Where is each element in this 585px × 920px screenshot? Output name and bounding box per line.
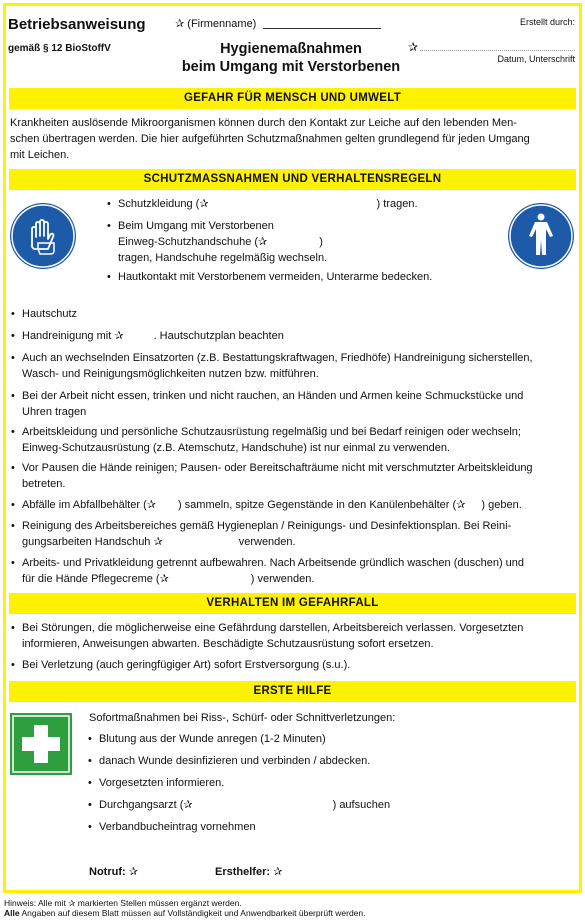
rule-text: . Hautschutzplan beachten — [153, 330, 284, 342]
created-by-label: Erstellt durch: — [519, 17, 575, 27]
footer-check-text: Angaben auf diesem Blatt müssen auf Vollständigkeit und Anwendbarkeit überprüft werden. — [19, 908, 366, 918]
company-line — [263, 28, 381, 29]
skin-contact-item: • Hautkontakt mit Verstorbenem vermeiden, Unterarme bedecken. — [118, 269, 432, 285]
emergency-text-line: informieren, Anweisungen abwarten. Beschädigte Schutzausrüstung sofort ersetzen. — [22, 638, 434, 650]
footer-note-text: markierten Stellen müssen ergänzt werden. — [77, 898, 242, 908]
rule-text: ) verwenden. — [250, 573, 315, 585]
rule-text: ) geben. — [481, 499, 522, 511]
hazard-text-line: Krankheiten auslösende Mikroorganismen können durch den Kontakt zur Leiche auf den lebenden Men- — [10, 117, 517, 129]
emergency-heading: VERHALTEN IM GEFAHRFALL — [9, 593, 576, 614]
hazard-heading: GEFAHR FÜR MENSCH UND UMWELT — [9, 88, 576, 109]
first-aid-item: • Verbandbucheintrag vornehmen — [99, 819, 256, 835]
marker-star-icon: ✰ — [456, 499, 466, 511]
marker-star-icon: ✰ — [128, 866, 138, 878]
marker-star-icon: ✰ — [258, 236, 268, 248]
emergency-call-label: Notruf: — [89, 866, 126, 878]
rule-item — [22, 518, 511, 550]
rule-item — [22, 350, 533, 382]
first-aid-item: • Blutung aus der Wunde anregen (1-2 Minuten) — [99, 731, 326, 747]
rule-text-line — [22, 571, 524, 587]
marker-star-icon: ✰ — [183, 799, 193, 811]
rule-text: Handreinigung mit — [22, 330, 112, 342]
rule-text-line: • Arbeits- und Privatkleidung getrennt aufbewahren. Nach Arbeitsende gründlich waschen (duschen) und — [22, 557, 525, 569]
emergency-text-line: • Bei Störungen, die möglicherweise eine Gefährdung darstellen, Arbeitsbereich verlassen. Vorgesetzten — [22, 622, 524, 634]
hazard-text — [10, 115, 530, 163]
rule-text-line: Einweg-Schutzausrüstung (z.B. Atemschutz, Handschuhe) ist nur einmal zu verwenden. — [22, 442, 450, 454]
gloves-text: Einweg-Schutzhandschuhe ( — [118, 236, 259, 248]
protection-heading: SCHUTZMASSNAHMEN UND VERHALTENSREGELN — [9, 169, 576, 190]
signature-line[interactable] — [420, 50, 575, 51]
protective-clothing-text: Schutzkleidung ( — [118, 198, 200, 210]
rule-item — [22, 497, 522, 513]
gloves-text-line — [118, 234, 327, 250]
emergency-item: • Bei Verletzung (auch geringfügiger Art) sofort Erstversorgung (s.u.). — [22, 657, 350, 673]
marker-star-icon: ✰ — [68, 898, 76, 908]
rule-text-line: • Auch an wechselnden Einsatzorten (z.B. Bestattungskraftwagen, Friedhöfe) Handreinigung sicherstellen, — [22, 352, 533, 364]
first-aid-item: • Vorgesetzten informieren. — [99, 775, 224, 791]
first-aider-field[interactable] — [215, 864, 282, 880]
marker-star-icon: ✰ — [408, 40, 419, 54]
gloves-mandatory-icon — [10, 203, 76, 269]
first-aid-item: • danach Wunde desinfizieren und verbinden / abdecken. — [99, 753, 370, 769]
marker-star-icon: ✰ — [199, 198, 209, 210]
marker-star-icon: ✰ — [175, 18, 185, 30]
gloves-text-end: ) — [319, 236, 323, 248]
first-aid-heading: ERSTE HILFE — [9, 681, 576, 702]
rule-item — [22, 424, 521, 456]
rule-text: Abfälle im Abfallbehälter ( — [22, 499, 147, 511]
rule-text-line: • Reinigung des Arbeitsbereiches gemäß Hygieneplan / Reinigungs- und Desinfektionsplan. Bei Reini- — [22, 520, 512, 532]
rule-text-line — [22, 534, 511, 550]
company-name-field[interactable] — [175, 17, 381, 30]
rule-item — [22, 328, 284, 344]
hazard-text-line: schen übertragen werden. Die hier aufgeführten Schutzmaßnahmen gelten grundlegend für jeden Umgang — [10, 133, 530, 145]
protective-suit-mandatory-icon — [508, 203, 574, 269]
first-aid-cross-icon — [10, 713, 72, 775]
rule-text: gungsarbeiten Handschuh — [22, 536, 151, 548]
hazard-text-line: mit Leichen. — [10, 149, 70, 161]
footer-check-bold: Alle — [4, 908, 20, 918]
first-aid-intro: Sofortmaßnahmen bei Riss-, Schürf- oder Schnittverletzungen: — [89, 712, 396, 724]
protective-clothing-item — [118, 196, 418, 212]
first-aid-text: Durchgangsarzt ( — [99, 799, 184, 811]
protective-clothing-text-end: ) tragen. — [376, 198, 418, 210]
gloves-text-line: tragen, Handschuhe regelmäßig wechseln. — [118, 252, 328, 264]
marker-star-icon: ✰ — [153, 536, 163, 548]
rule-text: ) sammeln, spitze Gegenstände in den Kanülenbehälter ( — [177, 499, 457, 511]
rule-item — [22, 460, 533, 492]
first-aid-item — [99, 797, 390, 813]
rule-text-line: Wasch- und Reinigungsmöglichkeiten nutzen bzw. mitführen. — [22, 368, 319, 380]
document-title-line-2: beim Umgang mit Verstorbenen — [181, 59, 401, 75]
rule-text-line: • Bei der Arbeit nicht essen, trinken und nicht rauchen, an Händen und Armen keine Schmuckstücke und — [22, 390, 524, 402]
legal-basis: gemäß § 12 BioStoffV — [8, 43, 111, 54]
document-title — [165, 40, 417, 76]
rule-text-line: • Vor Pausen die Hände reinigen; Pausen- oder Bereitschafträume nicht mit verschmutzter Arbeitskleidung — [22, 462, 533, 474]
company-placeholder: (Firmenname) — [187, 18, 257, 30]
emergency-item — [22, 620, 523, 652]
footer-check — [4, 908, 365, 919]
gloves-item — [118, 218, 327, 266]
emergency-call-field[interactable] — [89, 864, 138, 880]
gloves-text-line: • Beim Umgang mit Verstorbenen — [118, 220, 274, 232]
rule-item — [22, 555, 524, 587]
rule-text-line: • Arbeitskleidung und persönliche Schutzausrüstung regelmäßig und bei Bedarf reinigen oder wechseln; — [22, 426, 521, 438]
rule-text-line: betreten. — [22, 478, 66, 490]
first-aider-label: Ersthelfer: — [215, 866, 271, 878]
marker-star-icon: ✰ — [273, 866, 283, 878]
marker-star-icon: ✰ — [146, 499, 156, 511]
rule-text: verwenden. — [238, 536, 296, 548]
rule-item: • Hautschutz — [22, 306, 77, 322]
rule-text-line: Uhren tragen — [22, 406, 87, 418]
rule-item — [22, 388, 523, 420]
rule-text: für die Hände Pflegecreme ( — [22, 573, 160, 585]
date-signature-label: Datum, Unterschrift — [497, 54, 575, 64]
first-aid-text: ) aufsuchen — [332, 799, 391, 811]
marker-star-icon: ✰ — [159, 573, 169, 585]
marker-star-icon: ✰ — [114, 330, 124, 342]
document-type-title: Betriebsanweisung — [8, 16, 146, 33]
footer-note-text: Hinweis: Alle mit — [4, 898, 66, 908]
document-title-line-1: Hygienemaßnahmen — [220, 41, 362, 57]
